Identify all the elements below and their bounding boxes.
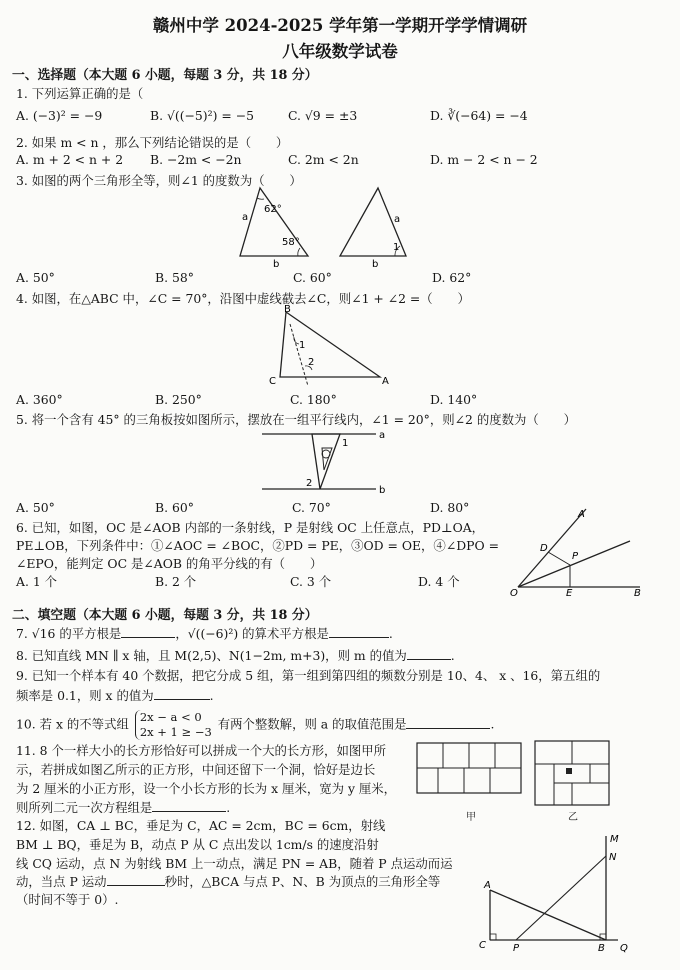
q6-option-b: B. 2 个 [155,574,197,589]
q12-line4: 动，当点 P 运动 秒时，△BCA 与点 P、N、B 为顶点的三角形全等 [16,874,441,889]
q9-line1: 9. 已知一个样本有 40 个数据，把它分成 5 组，第一组到第四组的频数分别是 10、4、 x 、16，第五组的 [16,668,601,683]
q4-label-1: 1 [299,340,306,351]
q4-stem: 4. 如图，在△ABC 中，∠C = 70°，沿图中虚线截去∠C，则∠1 + ∠2 =（ ） [16,291,470,306]
q12-label-a: A [484,880,491,891]
q6-angle-bisector-figure [508,505,658,597]
q5-set-square [312,434,340,489]
section2-heading: 二、填空题（本大题 6 小题，每题 3 分，共 18 分） [12,608,318,623]
q12-segment-ab [490,890,606,940]
q2-option-b: B. −2m < −2n [150,152,242,167]
q12-geometry-figure [476,830,636,956]
q3-option-c: C. 60° [293,270,332,285]
q3-label-62: 62° [264,204,282,215]
q6-label-a: A [578,509,585,520]
q6-ray-oc [518,541,630,587]
q6-segment-pd [548,552,570,565]
q3-label-58: 58° [282,237,300,248]
q5-label-a: a [379,430,386,441]
q6-option-d: D. 4 个 [418,574,460,589]
q6-label-o: O [510,588,518,597]
q6-label-d: D [540,543,548,554]
section1-heading: 一、选择题（本大题 6 小题，每题 3 分，共 18 分） [12,68,318,83]
q12-line2: BM ⊥ BQ，垂足为 B，动点 P 从 C 点出发以 1cm/s 的速度沿射 [16,837,379,852]
q5-label-1: 1 [342,438,349,449]
q2-option-a: A. m + 2 < n + 2 [16,152,124,167]
exam-title-line2: 八年级数学试卷 [282,42,398,61]
q5-option-c: C. 70° [292,500,331,515]
q11-caption-yi: 乙 [568,812,578,823]
q5-option-b: B. 60° [155,500,194,515]
q6-label-b: B [634,588,641,597]
q12-label-p: P [513,943,520,954]
q12-label-b: B [598,943,605,954]
q1-option-d: D. ∛(−64) = −4 [430,108,528,123]
q3-option-d: D. 62° [432,270,472,285]
q1-option-b: B. √((−5)²) = −5 [150,108,254,123]
q6-label-e: E [566,588,573,597]
q11-line1: 11. 8 个一样大小的长方形恰好可以拼成一个大的长方形，如图甲所 [16,743,387,758]
q4-label-2: 2 [308,357,315,368]
q3-stem: 3. 如图的两个三角形全等，则∠1 的度数为（ ） [16,173,302,188]
q12-line5: （时间不等于 0）. [16,892,119,907]
q12-line3: 线 CQ 运动，点 N 为射线 BM 上一动点，满足 PN = AB，随着 P 点运动而运 [16,856,453,871]
q6-line2: PE⊥OB，下列条件中：①∠AOC = ∠BOC，②PD = PE，③OD = OE，④∠DPO = [16,538,499,553]
q4-triangle-figure [262,304,397,388]
q3-option-b: B. 58° [155,270,194,285]
q6-line3: ∠EPO，能判定 OC 是∠AOB 的角平分线的有（ ） [16,556,323,571]
q4-option-c: C. 180° [290,392,337,407]
q4-label-a: A [382,376,389,387]
q5-option-a: A. 50° [16,500,55,515]
q4-option-a: A. 360° [16,392,63,407]
q2-option-d: D. m − 2 < n − 2 [430,152,538,167]
q4-label-b: B [284,304,291,315]
q6-ray-oa [518,509,586,587]
q2-option-c: C. 2m < 2n [288,152,359,167]
q3-label-a-left: a [242,212,249,223]
q1-option-c: C. √9 = ±3 [288,108,358,123]
q3-congruent-triangles-figure [230,186,450,268]
q3-option-a: A. 50° [16,270,55,285]
q11-yi-hole [566,768,572,774]
q1-option-a: A. (−3)² = −9 [16,108,103,123]
q3-label-angle1: 1 [393,242,400,253]
q4-triangle-abc [280,312,380,377]
q3-label-a-right: a [394,214,401,225]
q2-stem: 2. 如果 m < n ，那么下列结论错误的是（ ） [16,135,289,150]
q11-figure-yi [534,740,612,808]
q11-line3: 为 2 厘米的小正方形，设一个小长方形的长为 x 厘米，宽为 y 厘米， [16,781,397,796]
q4-option-d: D. 140° [430,392,478,407]
q9-line2: 频率是 0.1，则 x 的值为 . [16,688,214,703]
exam-title-line1: 赣州中学 2024-2025 学年第一学期开学学情调研 [152,16,528,35]
q6-line1: 6. 已知，如图，OC 是∠AOB 内部的一条射线，P 是射线 OC 上任意点，PD⊥OA， [16,520,485,535]
q5-parallel-lines-figure [258,426,398,496]
q12-line1: 12. 如图，CA ⊥ BC，垂足为 C，AC = 2cm，BC = 6cm，射线 [16,818,386,833]
q1-stem: 1. 下列运算正确的是（ [16,86,144,101]
q6-option-a: A. 1 个 [16,574,58,589]
q8-question: 8. 已知直线 MN ∥ x 轴，且 M(2,5)、N(1−2m, m+3)，则 m 的值为 . [16,648,455,663]
q11-line4: 则所列二元一次方程组是 . [16,800,231,815]
q4-label-c: C [269,376,276,387]
q12-label-c: C [479,940,486,951]
q12-label-m: M [610,834,619,845]
q10-question: 10. 若 x 的不等式组 2x − a < 0 2x + 1 ≥ −3 有两个整数解，则 a 的取值范围是 . [16,710,495,739]
q6-label-p: P [572,551,579,562]
q11-figure-jia [416,742,522,794]
q5-stem: 5. 将一个含有 45° 的三角板按如图所示，摆放在一组平行线内，∠1 = 20°，则∠2 的度数为（ ） [16,412,576,427]
q12-label-n: N [609,852,617,863]
q12-segment-pn [516,856,606,940]
q3-label-b-left: b [273,259,280,268]
q5-label-2: 2 [306,478,313,489]
q12-label-q: Q [620,943,628,954]
q5-option-d: D. 80° [430,500,470,515]
q11-caption-jia: 甲 [466,812,476,823]
q3-label-b-right: b [372,259,379,268]
q6-option-c: C. 3 个 [290,574,332,589]
q5-label-b: b [379,485,386,496]
q4-option-b: B. 250° [155,392,202,407]
q7-question: 7. √16 的平方根是 ，√((−6)²) 的算术平方根是 . [16,626,393,641]
q11-line2: 示，若拼成如图乙所示的正方形，中间还留下一个洞，恰好是边长 [16,762,376,777]
